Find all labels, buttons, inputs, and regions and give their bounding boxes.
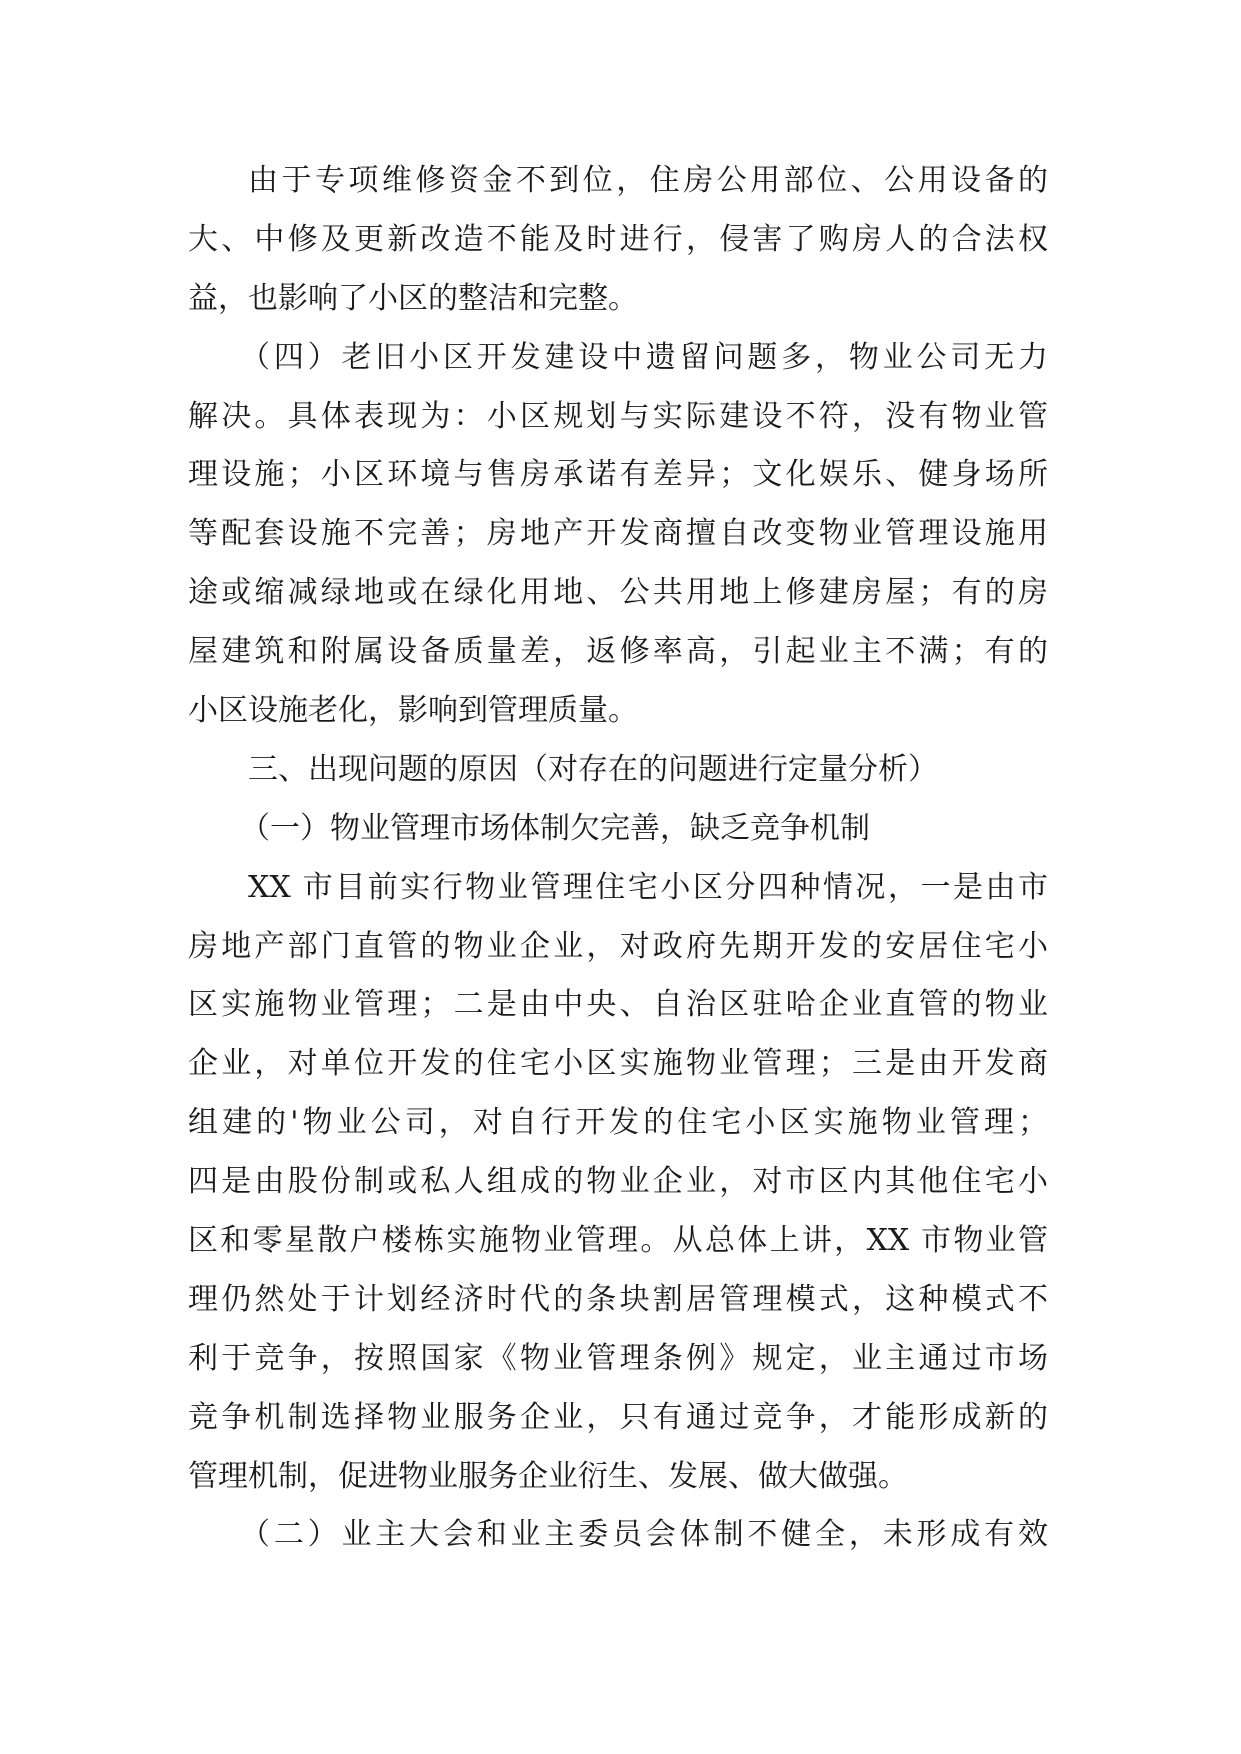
text-line: XX 市目前实行物业管理住宅小区分四种情况，一是由市 xyxy=(248,869,1048,905)
text-line: 理设施；小区环境与售房承诺有差异；文化娱乐、健身场所 xyxy=(188,457,1048,493)
text-line: 四是由股份制或私人组成的物业企业，对市区内其他住宅小 xyxy=(188,1164,1048,1200)
section-heading: （四）老旧小区开发建设中遗留问题多，物业公司无力 xyxy=(240,339,1048,375)
text-line: 房地产部门直管的物业企业，对政府先期开发的安居住宅小 xyxy=(188,928,1048,964)
text-line: 解决。具体表现为：小区规划与实际建设不符，没有物业管 xyxy=(188,398,1048,434)
text-line: 竞争机制选择物业服务企业，只有通过竞争，才能形成新的 xyxy=(188,1399,1048,1435)
text-line: 区实施物业管理；二是由中央、自治区驻哈企业直管的物业 xyxy=(188,987,1048,1023)
subsection-heading: （一）物业管理市场体制欠完善，缺乏竞争机制 xyxy=(240,810,870,846)
text-line: 小区设施老化，影响到管理质量。 xyxy=(188,693,638,729)
section-heading: 三、出现问题的原因（对存在的问题进行定量分析） xyxy=(248,751,938,787)
text-line: 等配套设施不完善；房地产开发商擅自改变物业管理设施用 xyxy=(188,516,1048,552)
text-line: 益，也影响了小区的整洁和完整。 xyxy=(188,280,638,316)
text-line: 管理机制，促进物业服务企业衍生、发展、做大做强。 xyxy=(188,1458,908,1494)
text-line: 区和零星散户楼栋实施物业管理。从总体上讲，XX 市物业管 xyxy=(188,1223,1048,1259)
text-line: 理仍然处于计划经济时代的条块割居管理模式，这种模式不 xyxy=(188,1281,1048,1317)
text-line: 大、中修及更新改造不能及时进行，侵害了购房人的合法权 xyxy=(188,221,1048,257)
text-line: 组建的'物业公司，对自行开发的住宅小区实施物业管理； xyxy=(188,1105,1048,1141)
text-line: 途或缩减绿地或在绿化用地、公共用地上修建房屋；有的房 xyxy=(188,575,1048,611)
text-line: 企业，对单位开发的住宅小区实施物业管理；三是由开发商 xyxy=(188,1046,1048,1082)
document-body xyxy=(188,152,1048,1565)
text-line: 由于专项维修资金不到位，住房公用部位、公用设备的 xyxy=(248,163,1048,198)
subsection-heading: （二）业主大会和业主委员会体制不健全，未形成有效 xyxy=(240,1517,1048,1553)
text-line: 利于竞争，按照国家《物业管理条例》规定，业主通过市场 xyxy=(188,1340,1048,1376)
text-line: 屋建筑和附属设备质量差，返修率高，引起业主不满；有的 xyxy=(188,634,1048,670)
